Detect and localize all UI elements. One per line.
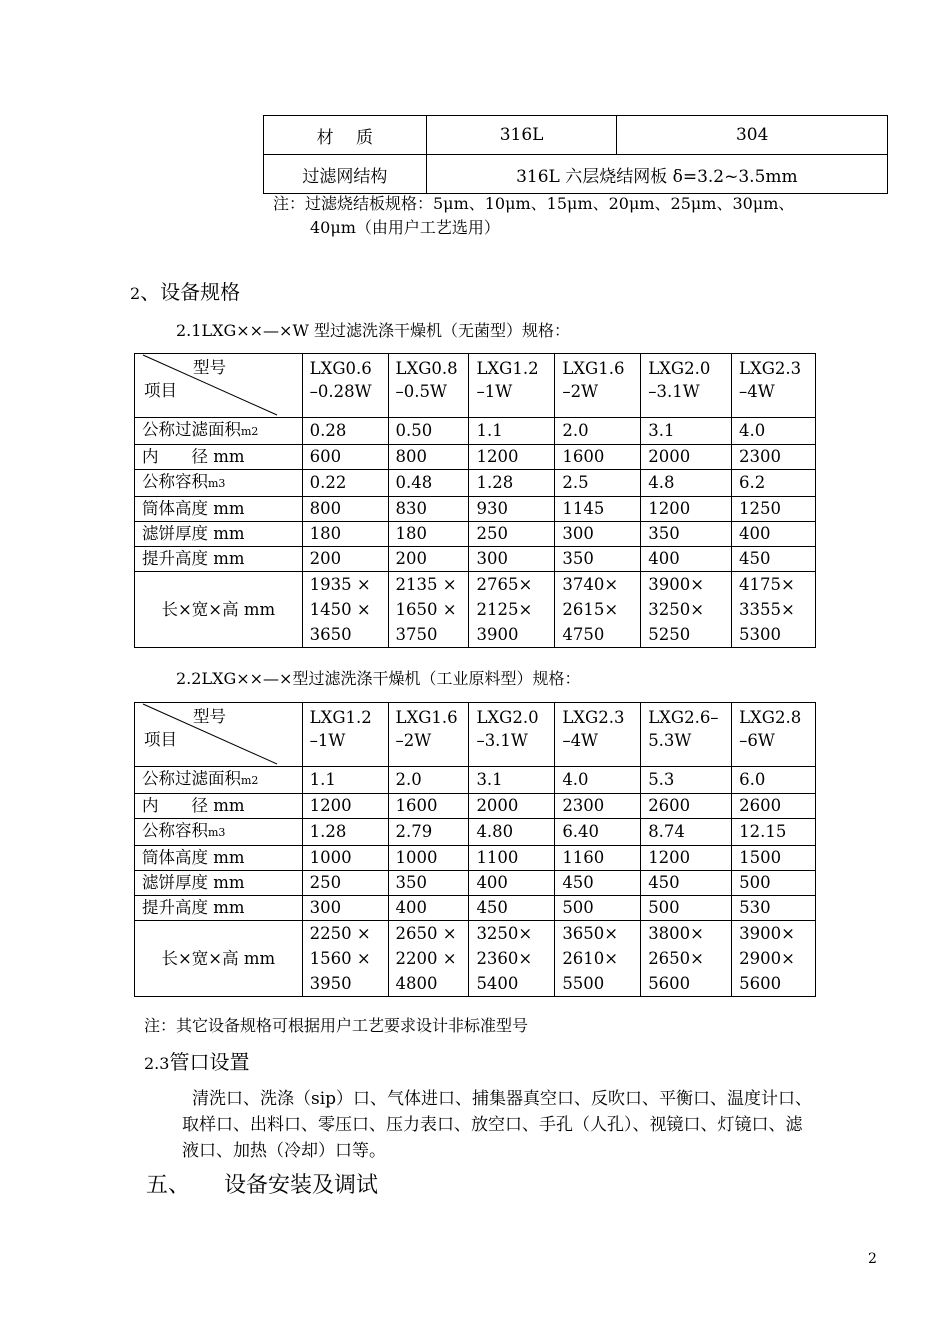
row-label: 提升高度 mm — [135, 896, 303, 921]
table-row: 提升高度 mm 300 400 450 500 500 530 — [135, 896, 816, 921]
section-2-3-title: 管口设置 — [169, 1050, 250, 1074]
section-2-heading — [130, 276, 240, 305]
row-label: 长×宽×高 mm — [135, 572, 303, 648]
model-header: LXG1.2 –1W — [469, 354, 555, 418]
ports-line-3: 液口、加热（冷却）口等。 — [182, 1141, 386, 1161]
row-label: 提升高度 mm — [135, 547, 303, 572]
table-corner-cell — [135, 354, 303, 418]
section-2-title: 、设备规格 — [140, 280, 241, 304]
unit-m3: m3 — [208, 826, 226, 839]
row-label: 公称容积m3 — [135, 470, 303, 497]
other-spec-note: 注：其它设备规格可根据用户工艺要求设计非标准型号 — [144, 1016, 529, 1035]
model-header: LXG2.0 –3.1W — [469, 703, 555, 767]
model-header: LXG2.3 –4W — [732, 354, 816, 418]
row-label: 长×宽×高 mm — [135, 921, 303, 997]
table-row: 内 径 mm 600 800 1200 1600 2000 2300 — [135, 445, 816, 470]
filter-structure-value: 316L 六层烧结网板 δ=3.2~3.5mm — [426, 155, 887, 194]
unit-m2: m2 — [241, 425, 259, 438]
model-header: LXG2.3 –4W — [555, 703, 641, 767]
table-row: 筒体高度 mm 800 830 930 1145 1200 1250 — [135, 497, 816, 522]
model-header: LXG2.8 –6W — [732, 703, 816, 767]
table-row: 筒体高度 mm 1000 1000 1100 1160 1200 1500 — [135, 846, 816, 871]
model-header: LXG1.2 –1W — [302, 703, 388, 767]
model-header: LXG0.8 –0.5W — [388, 354, 469, 418]
table-row: 提升高度 mm 200 200 300 350 400 450 — [135, 547, 816, 572]
row-label: 筒体高度 mm — [135, 497, 303, 522]
table-row-dimensions: 长×宽×高 mm 1935 × 1450 × 3650 2135 × 1650 × 3750 2765× 2125× 3900 3740× 2615× 4750 3900× 3250× 5250 4175× 3355× 5300 — [135, 572, 816, 648]
ports-line-2: 取样口、出料口、零压口、压力表口、放空口、手孔（人孔）、视镜口、灯镜口、滤 — [182, 1115, 803, 1135]
material-table — [263, 115, 888, 194]
section-2-number: 2 — [130, 284, 141, 303]
material-316l: 316L — [426, 116, 617, 155]
row-label: 滤饼厚度 mm — [135, 871, 303, 896]
corner-item-label: 项目 — [144, 381, 177, 400]
unit-m3: m3 — [208, 477, 226, 490]
table-header-row — [135, 703, 816, 767]
material-304: 304 — [617, 116, 888, 155]
section-5-number: 五、 — [146, 1173, 191, 1198]
unit-m2: m2 — [241, 774, 259, 787]
section-2-3-heading — [144, 1046, 249, 1075]
section-5-title: 设备安装及调试 — [224, 1173, 379, 1198]
table-row: 滤饼厚度 mm 180 180 250 300 350 400 — [135, 522, 816, 547]
corner-model-label: 型号 — [193, 358, 226, 377]
table-row: 滤饼厚度 mm 250 350 400 450 450 500 — [135, 871, 816, 896]
row-label: 内 径 mm — [135, 794, 303, 819]
row-label: 内 径 mm — [135, 445, 303, 470]
ports-line-1: 清洗口、洗涤（sip）口、气体进口、捕集器真空口、反吹口、平衡口、温度计口、 — [192, 1089, 813, 1109]
model-header: LXG2.0 –3.1W — [641, 354, 732, 418]
section-5-heading — [146, 1168, 378, 1199]
corner-model-label: 型号 — [193, 707, 226, 726]
section-2-3-number: 2.3 — [144, 1054, 170, 1073]
page-number: 2 — [868, 1251, 877, 1267]
row-label: 公称容积m3 — [135, 819, 303, 846]
spec-table-sterile — [134, 353, 816, 648]
table-row-dimensions: 长×宽×高 mm 2250 × 1560 × 3950 2650 × 2200 × 4800 3250× 2360× 5400 3650× 2610× 5500 3800× 2650× 5600 3900× 2900× 5600 — [135, 921, 816, 997]
table-row: 公称容积m3 1.28 2.79 4.80 6.40 8.74 12.15 — [135, 819, 816, 846]
model-header: LXG1.6 –2W — [388, 703, 469, 767]
table-corner-cell — [135, 703, 303, 767]
table-row: 公称容积m3 0.22 0.48 1.28 2.5 4.8 6.2 — [135, 470, 816, 497]
row-label: 滤饼厚度 mm — [135, 522, 303, 547]
row-label: 公称过滤面积m2 — [135, 418, 303, 445]
model-header: LXG0.6 –0.28W — [302, 354, 388, 418]
filter-note-line1: 注：过滤烧结板规格：5μm、10μm、15μm、20μm、25μm、30μm、 — [273, 194, 795, 213]
table-row: 内 径 mm 1200 1600 2000 2300 2600 2600 — [135, 794, 816, 819]
subsection-2-2-title: 2.2LXG××—×型过滤洗涤干燥机（工业原料型）规格： — [176, 669, 581, 688]
table-header-row — [135, 354, 816, 418]
spec-table-industrial — [134, 702, 816, 997]
row-label: 公称过滤面积m2 — [135, 767, 303, 794]
table-row: 公称过滤面积m2 0.28 0.50 1.1 2.0 3.1 4.0 — [135, 418, 816, 445]
row-label: 筒体高度 mm — [135, 846, 303, 871]
table-row: 公称过滤面积m2 1.1 2.0 3.1 4.0 5.3 6.0 — [135, 767, 816, 794]
subsection-2-1-title: 2.1LXG××—×W 型过滤洗涤干燥机（无菌型）规格： — [176, 321, 570, 340]
corner-item-label: 项目 — [144, 730, 177, 749]
model-header: LXG2.6– 5.3W — [641, 703, 732, 767]
filter-structure-label: 过滤网结构 — [264, 155, 427, 194]
model-header: LXG1.6 –2W — [555, 354, 641, 418]
filter-note-line2: 40μm（由用户工艺选用） — [310, 218, 500, 237]
material-label: 材 质 — [264, 116, 427, 155]
